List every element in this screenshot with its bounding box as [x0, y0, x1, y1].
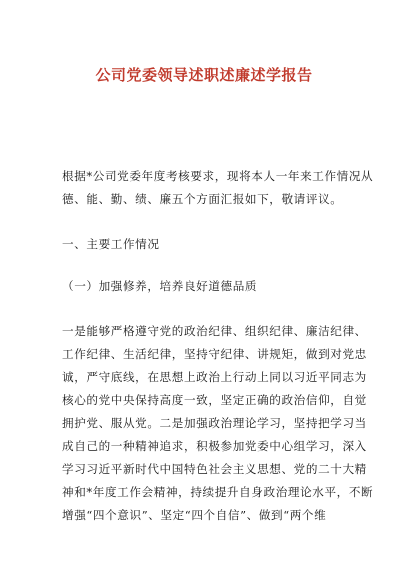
subsection-heading: （一）加强修养，培养良好道德品质	[62, 279, 258, 293]
body-line: 拥护党、服从党。二是加强政治理论学习，坚持把学习当	[62, 416, 367, 430]
intro-line: 根据*公司党委年度考核要求，现将本人一年来工作情况从	[62, 169, 374, 183]
section-heading: 一、主要工作情况	[62, 237, 160, 251]
body-line: 工作纪律、生活纪律，坚持守纪律、讲规矩，做到对党忠	[62, 347, 367, 361]
body-line: 成自己的一种精神追求，积极参加党委中心组学习，深入	[62, 439, 367, 453]
document-title: 公司党委领导述职述廉述学报告	[95, 66, 313, 84]
body-line: 增强“四个意识”、坚定“四个自信”、做到“两个维	[62, 508, 327, 522]
body-line: 神和*年度工作会精神，持续提升自身政治理论水平，不断	[62, 485, 374, 499]
body-line: 学习习近平新时代中国特色社会主义思想、党的二十大精	[62, 462, 367, 476]
intro-line: 德、能、勤、绩、廉五个方面汇报如下，敬请评议。	[62, 192, 343, 206]
body-line: 一是能够严格遵守党的政治纪律、组织纪律、廉洁纪律、	[62, 324, 367, 338]
body-line: 诚，严守底线，在思想上政治上行动上同以习近平同志为	[62, 370, 367, 384]
body-line: 核心的党中央保持高度一致，坚定正确的政治信仰，自觉	[62, 393, 367, 407]
